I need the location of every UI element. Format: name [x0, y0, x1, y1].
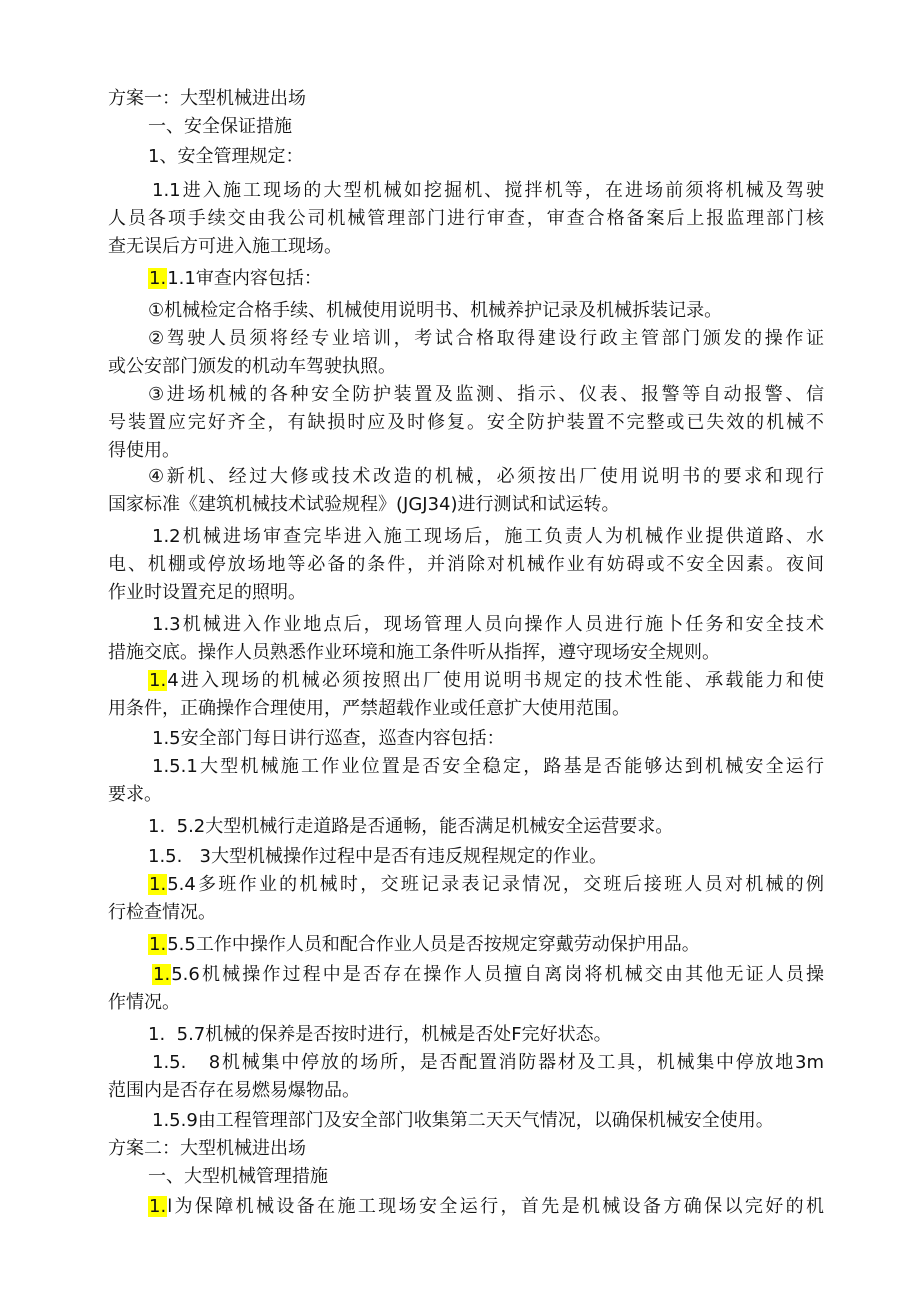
para-1-5-8-line-1: 1.5. 8机械集中停放的场所，是否配置消防器材及工具，机械集中停放地3m — [152, 1052, 824, 1073]
scheme-1-title: 方案一：大型机械进出场 — [108, 88, 306, 109]
section-heading-safety: 一、安全保证措施 — [148, 116, 292, 137]
item-4-line-2: 国家标准《建筑机械技术试验规程》(JGJ34)进行测试和试运转。 — [108, 494, 620, 515]
item-3-line-1: ③进场机械的各种安全防护装置及监测、指示、仪表、报警等自动报警、信 — [148, 384, 824, 405]
highlight-mark: 1. — [149, 268, 167, 289]
para-1-5-6-line-2: 作情况。 — [108, 992, 180, 1013]
highlight-mark: 1. — [153, 964, 171, 985]
para-1-5-2: 1. 5.2大型机械行走道路是否通畅，能否满足机械安全运营要求。 — [148, 816, 674, 837]
highlight-mark: 1. — [149, 670, 167, 691]
para-1-1-line-2: 人员各项手续交由我公司机械管理部门进行审查，审查合格备案后上报监理部门核 — [108, 208, 824, 229]
para-1-5-1-line-2: 要求。 — [108, 784, 162, 805]
highlight-mark: 1. — [149, 1196, 167, 1217]
para-1-5-4-line-2: 行检查情况。 — [108, 902, 216, 923]
para-1-2-line-1: 1.2机械进场审查完毕进入施工现场后，施工负责人为机械作业提供道路、水 — [152, 526, 824, 547]
para-1-2-line-2: 电、机棚或停放场地等必备的条件，并消除对机械作业有妨碍或不安全因素。夜间 — [108, 554, 824, 575]
highlight-mark: 1. — [149, 874, 167, 895]
section-heading-management: 一、大型机械管理措施 — [148, 1166, 328, 1187]
item-3-line-3: 得使用。 — [108, 440, 180, 461]
para-1-3-line-1: 1.3机械进入作业地点后，现场管理人员向操作人员进行施卜任务和安全技术 — [152, 614, 824, 635]
highlight-mark: 1. — [149, 934, 167, 955]
subsection-heading-rules: 1、安全管理规定： — [148, 146, 304, 167]
para-1-1-line-3: 查无误后方可进入施工现场。 — [108, 236, 342, 257]
para-1-4-line-1: 1.4进入现场的机械必须按照出厂使用说明书规定的技术性能、承载能力和使 — [149, 670, 824, 691]
para-1-5-1-line-1: 1.5.1大型机械施工作业位置是否安全稳定，路基是否能够达到机械安全运行 — [152, 756, 824, 777]
item-3-line-2: 号装置应完好齐全，有缺损时应及时修复。安全防护装置不完整或已失效的机械不 — [108, 412, 824, 433]
para-1-3-line-2: 措施交底。操作人员熟悉作业环境和施工条件听从指挥，遵守现场安全规则。 — [108, 642, 720, 663]
para-1-5-9: 1.5.9由工程管理部门及安全部门收集第二天天气情况，以确保机械安全使用。 — [152, 1110, 774, 1131]
para-1-4-line-2: 用条件，正确操作合理使用，严禁超载作业或任意扩大使用范围。 — [108, 698, 630, 719]
item-4-line-1: ④新机、经过大修或技术改造的机械，必须按出厂使用说明书的要求和现行 — [148, 466, 824, 487]
para-1-5: 1.5安全部门每日讲行巡查，巡查内容包括： — [152, 728, 505, 749]
item-2-line-2: 或公安部门颁发的机动车驾驶执照。 — [108, 356, 396, 377]
para-1-2-line-3: 作业时设置充足的照明。 — [108, 582, 306, 603]
para-1-1-line-1: 1.1进入施工现场的大型机械如挖掘机、搅拌机等，在进场前须将机械及驾驶 — [152, 180, 824, 201]
scheme-2-title: 方案二：大型机械进出场 — [108, 1138, 306, 1159]
para-1-5-6-line-1: 1.5.6机械操作过程中是否存在操作人员擅自离岗将机械交由其他无证人员操 — [153, 964, 824, 985]
item-2-line-1: ②驾驶人员须将经专业培训，考试合格取得建设行政主管部门颁发的操作证 — [148, 328, 824, 349]
para-2-1-line-1: 1.l为保障机械设备在施工现场安全运行，首先是机械设备方确保以完好的机 — [149, 1196, 824, 1217]
para-1-5-4-line-1: 1.5.4多班作业的机械时，交班记录表记录情况，交班后接班人员对机械的例 — [149, 874, 824, 895]
para-1-5-7: 1. 5.7机械的保养是否按时进行，机械是否处F完好状态。 — [148, 1024, 612, 1045]
para-1-1-1: 1.1.1审查内容包括： — [149, 268, 322, 289]
para-1-5-5: 1.5.5工作中操作人员和配合作业人员是否按规定穿戴劳动保护用品。 — [149, 934, 700, 955]
para-1-5-8-line-2: 范围内是否存在易燃易爆物品。 — [108, 1080, 360, 1101]
para-1-5-3: 1.5. 3大型机械操作过程中是否有违反规程规定的作业。 — [148, 846, 607, 867]
item-1: ①机械检定合格手续、机械使用说明书、机械养护记录及机械拆装记录。 — [148, 300, 723, 321]
